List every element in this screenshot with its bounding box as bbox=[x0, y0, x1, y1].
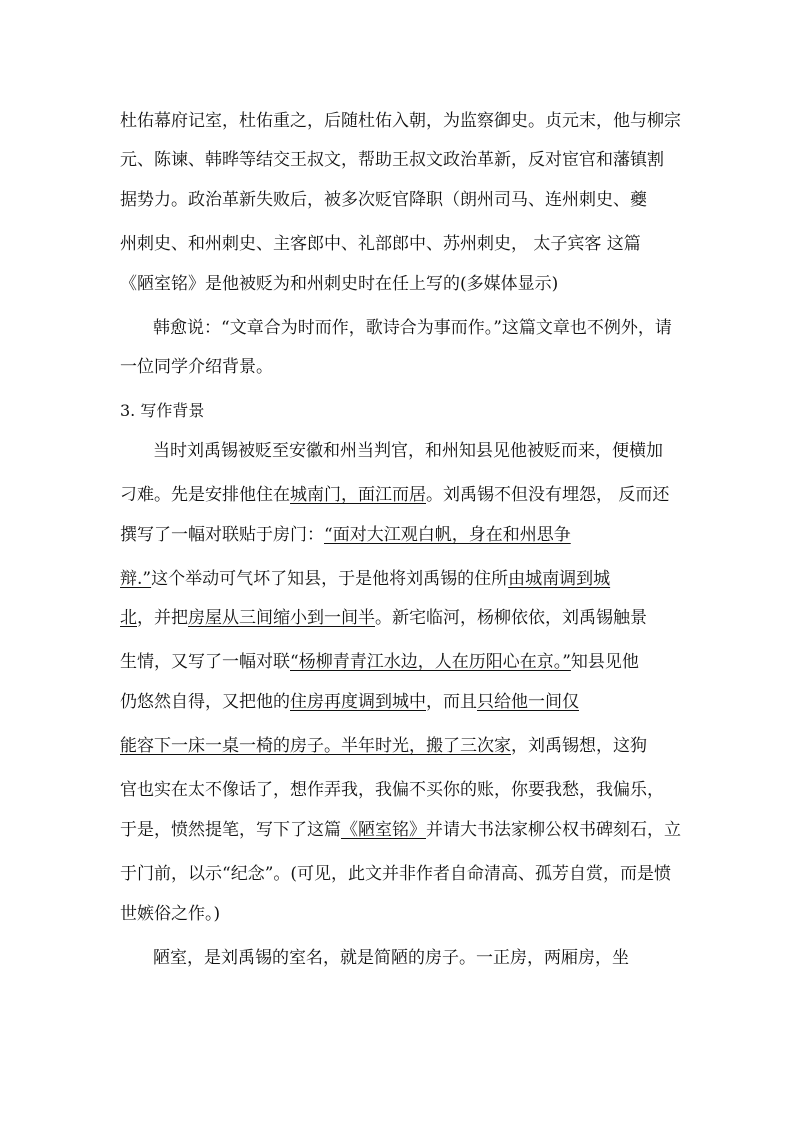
text-line bbox=[120, 274, 558, 294]
text-line bbox=[120, 525, 571, 545]
text: ，而且 bbox=[426, 692, 477, 712]
underlined-text: 住房再度调到城中 bbox=[290, 692, 426, 712]
underlined-text: 辩.” bbox=[120, 569, 152, 589]
text-line bbox=[120, 692, 579, 712]
text-line bbox=[120, 569, 610, 589]
text-line bbox=[120, 736, 647, 756]
text-line bbox=[120, 904, 220, 924]
text: 于门前，以示“纪念”。(可见，此文并非作者自命清高、孤芳自赏，而是愤 bbox=[120, 864, 672, 884]
underlined-text: 北 bbox=[120, 608, 137, 628]
underlined-text: “杨柳青青江水边，人在历阳心在京。” bbox=[290, 652, 571, 672]
text: 撰写了一幅对联贴于房门： bbox=[120, 525, 324, 545]
text: 据势力。政治革新失败后，被多次贬官降职（朗州司马、连州刺史、夔 bbox=[120, 190, 647, 210]
text: 韩愈说：“文章合为时而作，歌诗合为事而作。”这篇文章也不例外，请 bbox=[153, 318, 672, 338]
text-line bbox=[120, 357, 273, 377]
text: 世嫉俗之作。) bbox=[120, 904, 221, 924]
text: 州刺史、和州刺史、主客郎中、礼部郎中、苏州刺史， 太子宾客 这篇 bbox=[120, 234, 641, 254]
underlined-text: “面对大江观白帆，身在和州思争 bbox=[324, 525, 571, 545]
text: 元、陈谏、韩晔等结交王叔文，帮助王叔文政治革新，反对宦官和藩镇割 bbox=[120, 150, 664, 170]
underlined-text: 只给他一间仅 bbox=[477, 692, 579, 712]
text: 官也实在太不像话了，想作弄我，我偏不买你的账，你要我愁，我偏乐， bbox=[120, 780, 664, 800]
text-line bbox=[153, 948, 629, 968]
underlined-text: 房屋从三间缩小到一间半 bbox=[188, 608, 375, 628]
text: ，并把 bbox=[137, 608, 188, 628]
text: 并请大书法家柳公权书碑刻石，立 bbox=[426, 820, 681, 840]
text-line bbox=[120, 820, 681, 840]
text: 这个举动可气坏了知县，于是他将刘禹锡的住所 bbox=[151, 569, 509, 589]
underlined-text: 城南门，面江而居 bbox=[290, 485, 426, 505]
text: 生情，又写了一幅对联 bbox=[120, 652, 290, 672]
text: 。新宅临河，杨柳依依，刘禹锡触景 bbox=[375, 608, 647, 628]
text-line bbox=[120, 234, 641, 254]
text: 陋室，是刘禹锡的室名，就是简陋的房子。一正房，两厢房，坐 bbox=[153, 948, 629, 968]
text-line bbox=[153, 441, 663, 461]
text: 。刘禹锡不但没有埋怨， 反而还 bbox=[426, 485, 670, 505]
underlined-text: 能容下一床一桌一椅的房子。半年时光，搬了三次家 bbox=[120, 736, 511, 756]
text-line bbox=[120, 652, 639, 672]
text-line bbox=[120, 864, 671, 884]
underlined-text: 由城南调到城 bbox=[508, 569, 611, 589]
text: 杜佑幕府记室，杜佑重之，后随杜佑入朝，为监察御史。贞元末，他与柳宗 bbox=[120, 111, 681, 131]
text-line bbox=[120, 190, 647, 210]
text: 知县见他 bbox=[570, 652, 639, 672]
text-line bbox=[120, 608, 647, 628]
section-heading bbox=[120, 401, 204, 421]
heading-text: 3. 写作背景 bbox=[120, 401, 205, 420]
text: 一位同学介绍背景。 bbox=[120, 357, 273, 377]
text-line bbox=[153, 318, 672, 338]
underlined-text: 《陋室铭》 bbox=[341, 820, 426, 840]
text: ，刘禹锡想，这狗 bbox=[511, 736, 647, 756]
text-line bbox=[120, 150, 664, 170]
text-line bbox=[120, 780, 664, 800]
text-line bbox=[120, 111, 681, 131]
text: 于是，愤然提笔，写下了这篇 bbox=[120, 820, 341, 840]
text: 刁难。先是安排他住在 bbox=[120, 485, 290, 505]
text: 《陋室铭》是他被贬为和州刺史时在任上写的(多媒体显示) bbox=[120, 274, 559, 294]
text: 当时刘禹锡被贬至安徽和州当判官，和州知县见他被贬而来，便横加 bbox=[153, 441, 663, 461]
text: 仍悠然自得，又把他的 bbox=[120, 692, 290, 712]
text-line bbox=[120, 485, 669, 505]
